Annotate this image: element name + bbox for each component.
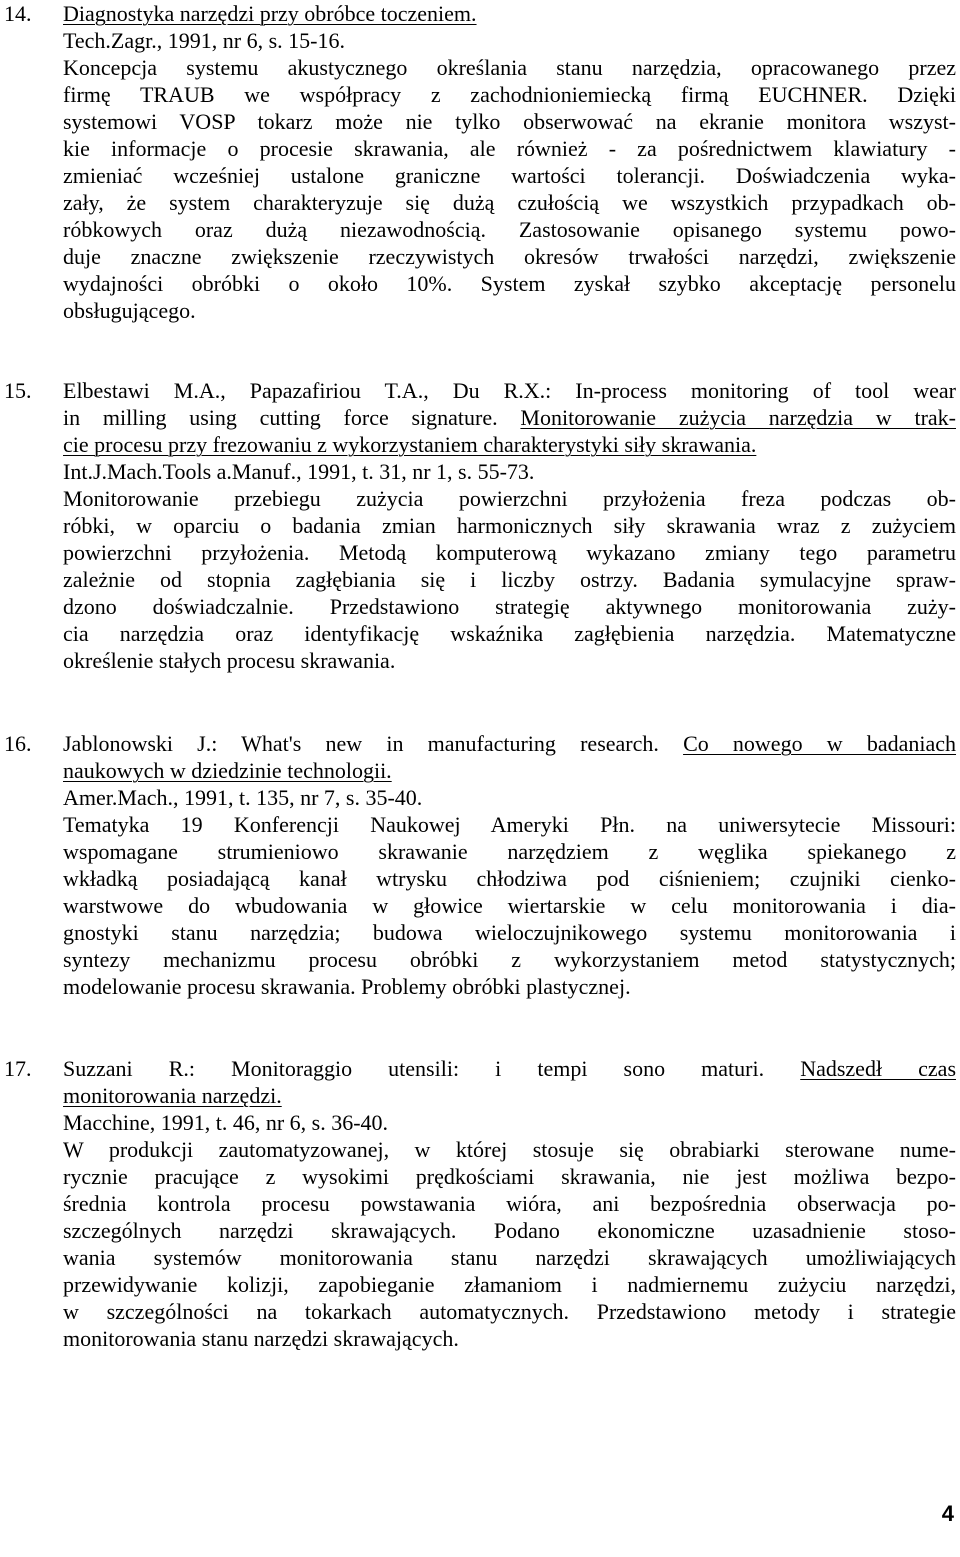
text-run: Macchine, 1991, t. 46, nr 6, s. 36-40.: [63, 1110, 389, 1135]
text-line: [63, 757, 956, 784]
text-run: duje znaczne zwiększenie rzeczywistych okresów trwałości narzędzi, zwiększenie: [63, 244, 956, 269]
text-run: obsługującego.: [63, 298, 196, 323]
text-line: [63, 838, 956, 865]
entry-body: [63, 377, 956, 674]
text-run: in milling using cutting force signature.: [63, 405, 521, 430]
text-line: [63, 81, 956, 108]
text-run: Amer.Mach., 1991, t. 135, nr 7, s. 35-40.: [63, 785, 423, 810]
text-run: Tech.Zagr., 1991, nr 6, s. 15-16.: [63, 28, 345, 53]
underlined-title: Nadszedł czas: [800, 1056, 956, 1081]
text-run: Koncepcja systemu akustycznego określania stanu narzędzia, opracowanego przez: [63, 55, 956, 80]
text-line: [63, 1055, 956, 1082]
text-line: [63, 404, 956, 431]
underlined-title: monitorowania narzędzi.: [63, 1083, 282, 1108]
text-line: [63, 784, 956, 811]
text-line: [63, 458, 956, 485]
text-run: wania systemów monitorowania stanu narzędzi skrawających umożliwiających: [63, 1245, 956, 1270]
text-line: [63, 1082, 956, 1109]
text-line: [63, 539, 956, 566]
entry-body: [63, 1055, 956, 1352]
text-run: Suzzani R.: Monitoraggio utensili: i tempi sono maturi.: [63, 1056, 801, 1081]
underlined-title: Co nowego w badaniach: [683, 731, 957, 756]
text-run: zależnie od stopnia zagłębiania się i liczby ostrzy. Badania symulacyjne spraw-: [63, 567, 956, 592]
text-line: [63, 620, 956, 647]
text-run: firmę TRAUB we współpracy z zachodnioniemiecką firmą EUCHNER. Dzięki: [63, 82, 956, 107]
underlined-title: naukowych w dziedzinie technologii.: [63, 758, 392, 783]
text-run: syntezy mechanizmu procesu obróbki z wykorzystaniem metod statystycznych;: [63, 947, 956, 972]
text-line: [63, 485, 956, 512]
text-run: systemowi VOSP tokarz może nie tylko obserwować na ekranie monitora wszyst-: [63, 109, 956, 134]
text-run: Tematyka 19 Konferencji Naukowej Ameryki Płn. na uniwersytecie Missouri:: [63, 812, 956, 837]
text-run: W produkcji zautomatyzowanej, w której stosuje się obrabiarki sterowane nume-: [63, 1137, 956, 1162]
text-line: [63, 1325, 956, 1352]
text-line: [63, 973, 956, 1000]
text-run: przewidywanie kolizji, zapobieganie złamaniom i nadmiernemu zużyciu narzędzi,: [63, 1272, 956, 1297]
text-line: [63, 0, 956, 27]
text-run: rycznie pracujące z wysokimi prędkościami skrawania, nie jest możliwa bezpo-: [63, 1164, 956, 1189]
page-number: 4: [941, 1501, 954, 1526]
text-run: modelowanie procesu skrawania. Problemy obróbki plastycznej.: [63, 974, 631, 999]
text-line: [63, 108, 956, 135]
text-line: [63, 431, 956, 458]
entry-body: [63, 730, 956, 1000]
text-line: [63, 1190, 956, 1217]
text-line: [63, 730, 956, 757]
text-line: [63, 270, 956, 297]
text-run: dzono doświadczalnie. Przedstawiono strategię aktywnego monitorowania zuży-: [63, 594, 956, 619]
text-run: róbkowych oraz dużą niezawodnością. Zastosowanie opisanego systemu powo-: [63, 217, 956, 242]
text-run: Elbestawi M.A., Papazafiriou T.A., Du R.X.: In-process monitoring of tool wear: [63, 378, 956, 403]
text-line: [63, 1163, 956, 1190]
entry-number: 17.: [4, 1056, 32, 1081]
text-line: [63, 593, 956, 620]
text-run: w szczególności na tokarkach automatycznych. Przedstawiono metody i strategie: [63, 1299, 956, 1324]
text-line: [63, 189, 956, 216]
text-run: kie informacje o procesie skrawania, ale również - za pośrednictwem klawiatury -: [63, 136, 956, 161]
text-line: [63, 865, 956, 892]
text-run: powierzchni przyłożenia. Metodą komputerową wykazano zmiany tego parametru: [63, 540, 956, 565]
text-line: [63, 512, 956, 539]
text-line: [63, 1109, 956, 1136]
text-line: [63, 54, 956, 81]
entry-number: 15.: [4, 378, 32, 403]
text-run: szczególnych narzędzi skrawających. Podano ekonomiczne uzasadnienie stoso-: [63, 1218, 956, 1243]
text-run: gnostyki stanu narzędzia; budowa wieloczujnikowego systemu monitorowania i: [63, 920, 956, 945]
text-line: [63, 216, 956, 243]
text-line: [63, 1217, 956, 1244]
text-line: [63, 811, 956, 838]
text-line: [63, 647, 956, 674]
text-run: Int.J.Mach.Tools a.Manuf., 1991, t. 31, nr 1, s. 55-73.: [63, 459, 535, 484]
text-line: [63, 946, 956, 973]
text-run: wspomagane strumieniowo skrawanie narzędziem z węglika spiekanego z: [63, 839, 956, 864]
entry-body: [63, 0, 956, 324]
text-run: średnia kontrola procesu powstawania wióra, ani bezpośrednia obserwacja po-: [63, 1191, 956, 1216]
text-line: [63, 162, 956, 189]
underlined-title: Monitorowanie zużycia narzędzia w trak-: [520, 405, 956, 430]
underlined-title: Diagnostyka narzędzi przy obróbce toczeniem.: [63, 1, 477, 26]
text-line: [63, 297, 956, 324]
text-run: cia narzędzia oraz identyfikację wskaźnika zagłębienia narzędzia. Matematyczne: [63, 621, 956, 646]
text-run: zały, że system charakteryzuje się dużą czułością we wszystkich przypadkach ob-: [63, 190, 956, 215]
entry-number: 14.: [4, 1, 32, 26]
text-run: wkładką posiadającą kanał wtrysku chłodziwa pod ciśnieniem; czujniki cienko-: [63, 866, 956, 891]
text-line: [63, 27, 956, 54]
text-line: [63, 243, 956, 270]
text-line: [63, 1271, 956, 1298]
text-line: [63, 892, 956, 919]
text-run: Jablonowski J.: What's new in manufacturing research.: [63, 731, 684, 756]
text-line: [63, 1298, 956, 1325]
text-line: [63, 566, 956, 593]
underlined-title: cie procesu przy frezowaniu z wykorzystaniem charakterystyki siły skrawania.: [63, 432, 757, 457]
text-run: zmieniać wcześniej ustalone graniczne wartości tolerancji. Doświadczenia wyka-: [63, 163, 956, 188]
text-run: warstwowe do wbudowania w głowice wiertarskie w celu monitorowania i dia-: [63, 893, 956, 918]
text-line: [63, 1136, 956, 1163]
entry-number: 16.: [4, 731, 32, 756]
text-line: [63, 377, 956, 404]
text-run: określenie stałych procesu skrawania.: [63, 648, 396, 673]
text-line: [63, 1244, 956, 1271]
text-run: róbki, w oparciu o badania zmian harmonicznych siły skrawania wraz z zużyciem: [63, 513, 956, 538]
text-run: wydajności obróbki o około 10%. System zyskał szybko akceptację personelu: [63, 271, 956, 296]
text-run: monitorowania stanu narzędzi skrawających.: [63, 1326, 459, 1351]
text-line: [63, 135, 956, 162]
text-line: [63, 919, 956, 946]
text-run: Monitorowanie przebiegu zużycia powierzchni przyłożenia freza podczas ob-: [63, 486, 956, 511]
